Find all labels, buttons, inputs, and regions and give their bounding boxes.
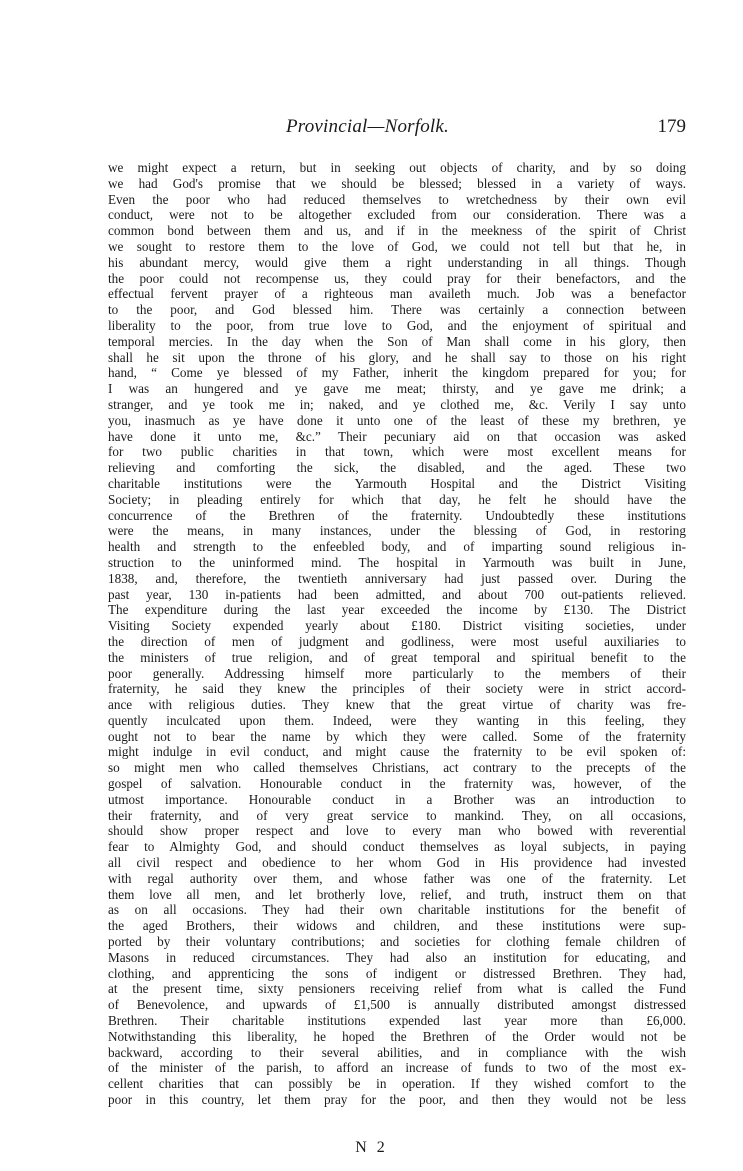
text-line: so might men who called themselves Christians, act contrary to the precepts of the xyxy=(108,760,686,776)
text-line: all civil respect and obedience to her whom God in His providence had invested xyxy=(108,855,686,871)
text-line: we might expect a return, but in seeking out objects of charity, and by so doing xyxy=(108,160,686,175)
text-line: should show proper respect and love to every man who bowed with reverential xyxy=(108,823,686,839)
text-line: with regal authority over them, and whose father was one of the fraternity. Let xyxy=(108,870,686,886)
text-line: struction to the uninformed mind. The hospital in Yarmouth was built in June, xyxy=(108,554,686,570)
text-line: clothing, and apprenticing the sons of indigent or distressed Brethren. They had, xyxy=(108,965,686,981)
text-line: to the poor, and God blessed him. There was certainly a connection between xyxy=(108,302,686,318)
text-line: of the minister of the parish, to afford an increase of funds to two of the most ex- xyxy=(108,1060,686,1076)
text-line: we had God's promise that we should be blessed; blessed in a variety of ways. xyxy=(108,175,686,191)
text-line: charitable institutions were the Yarmouth Hospital and the District Visiting xyxy=(108,475,686,491)
text-line: ported by their voluntary contributions; and societies for clothing female children of xyxy=(108,934,686,950)
text-line: concurrence of the Brethren of the fraternity. Undoubtedly these institutions xyxy=(108,507,686,523)
text-line: shall he sit upon the throne of his glory, and he shall say to those on his right xyxy=(108,349,686,365)
text-line: relieving and comforting the sick, the disabled, and the aged. These two xyxy=(108,460,686,476)
text-line: ance with religious duties. They knew that the great virtue of charity was fre- xyxy=(108,697,686,713)
signature-mark: N 2 xyxy=(355,1139,388,1156)
page-number: 179 xyxy=(657,116,686,137)
text-line: Brethren. Their charitable institutions expended last year more than £6,000. xyxy=(108,1013,686,1029)
text-line: Society; in pleading entirely for which that day, he felt he should have the xyxy=(108,491,686,507)
text-line: his abundant mercy, would give them a right understanding in all things. Though xyxy=(108,254,686,270)
text-line: ought not to bear the name by which they were called. Some of the fraternity xyxy=(108,728,686,744)
text-line: Masons in reduced circumstances. They had also an institution for educating, and xyxy=(108,949,686,965)
text-line: cellent charities that can possibly be in operation. If they wished comfort to the xyxy=(108,1076,686,1092)
text-line: past year, 130 in-patients had been admitted, and about 700 out-patients relieved. xyxy=(108,586,686,602)
text-line: common bond between them and us, and if in the meekness of the spirit of Christ xyxy=(108,223,686,239)
text-line: poor generally. Addressing himself more particularly to the members of their xyxy=(108,665,686,681)
text-line: temporal mercies. In the day when the Son of Man shall come in his glory, then xyxy=(108,333,686,349)
text-line: the direction of men of judgment and godliness, were most useful auxiliaries to xyxy=(108,633,686,649)
text-line: 1838, and, therefore, the twentieth anniversary had just passed over. During the xyxy=(108,570,686,586)
text-line: Even the poor who had reduced themselves to wretchedness by their own evil xyxy=(108,191,686,207)
text-line: utmost importance. Honourable conduct in a Brother was an introduction to xyxy=(108,791,686,807)
text-line: fear to Almighty God, and should conduct themselves as loyal subjects, in paying xyxy=(108,839,686,855)
text-line: as on all occasions. They had their own charitable institutions for the benefit of xyxy=(108,902,686,918)
text-line: at the present time, sixty pensioners receiving relief from what is called the Fund xyxy=(108,981,686,997)
text-line: stranger, and ye took me in; naked, and ye clothed me, &c. Verily I say unto xyxy=(108,396,686,412)
text-line: you, inasmuch as ye have done it unto one of the least of these my brethren, ye xyxy=(108,412,686,428)
text-line: have done it unto me, &c.” Their pecuniary aid on that occasion was asked xyxy=(108,428,686,444)
text-line: Visiting Society expended yearly about £180. District visiting societies, under xyxy=(108,618,686,634)
text-line: liberality to the poor, from true love to God, and the enjoyment of spiritual and xyxy=(108,317,686,333)
text-line: hand, “ Come ye blessed of my Father, inherit the kingdom prepared for you; for xyxy=(108,365,686,381)
text-line: health and strength to the enfeebled body, and of imparting sound religious in- xyxy=(108,539,686,555)
running-title: Provincial—Norfolk. xyxy=(286,116,449,137)
text-line: them love all men, and let brotherly love, relief, and truth, instruct them on that xyxy=(108,886,686,902)
text-line: were the means, in many instances, under the blessing of God, in restoring xyxy=(108,523,686,539)
body-text xyxy=(108,160,686,1108)
text-line: poor in this country, let them pray for the poor, and then they would not be less xyxy=(108,1092,686,1108)
text-line: I was an hungered and ye gave me meat; thirsty, and ye gave me drink; a xyxy=(108,381,686,397)
text-line: their fraternity, and of very great service to mankind. They, on all occasions, xyxy=(108,807,686,823)
text-line: the poor could not recompense us, they could pray for their benefactors, and the xyxy=(108,270,686,286)
text-line: The expenditure during the last year exceeded the income by £130. The District xyxy=(108,602,686,618)
text-line: the ministers of true religion, and of great temporal and spiritual benefit to the xyxy=(108,649,686,665)
page-header xyxy=(286,116,686,142)
text-line: gospel of salvation. Honourable conduct in the fraternity was, however, of the xyxy=(108,776,686,792)
text-line: quently inculcated upon them. Indeed, were they wanting in this feeling, they xyxy=(108,712,686,728)
text-line: might indulge in evil conduct, and might cause the fraternity to be evil spoken of: xyxy=(108,744,686,760)
text-line: backward, according to their several abilities, and in compliance with the wish xyxy=(108,1044,686,1060)
text-line: of Benevolence, and upwards of £1,500 is annually distributed amongst distressed xyxy=(108,997,686,1013)
text-line: we sought to restore them to the love of God, we could not tell but that he, in xyxy=(108,238,686,254)
text-line: for two public charities in that town, which were most excellent means for xyxy=(108,444,686,460)
text-line: conduct, were not to be altogether excluded from our consideration. There was a xyxy=(108,207,686,223)
text-line: Notwithstanding this liberality, he hoped the Brethren of the Order would not be xyxy=(108,1028,686,1044)
text-line: fraternity, he said they knew the principles of their society were in strict accord- xyxy=(108,681,686,697)
text-line: the aged Brothers, their widows and children, and these institutions were sup- xyxy=(108,918,686,934)
text-line: effectual fervent prayer of a righteous man availeth much. Job was a benefactor xyxy=(108,286,686,302)
